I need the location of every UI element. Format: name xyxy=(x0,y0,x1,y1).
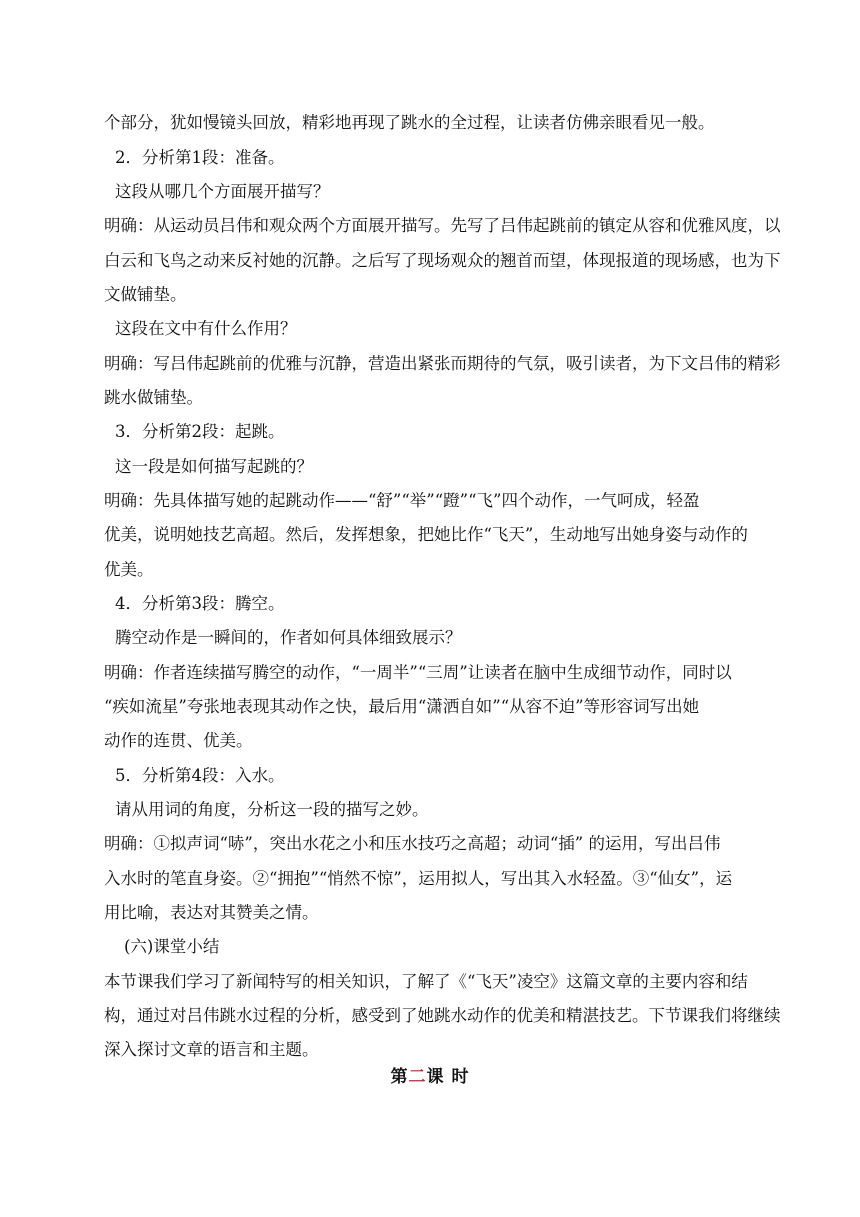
answer-line: “疾如流星”夸张地表现其动作之快，最后用“潇洒自如”“从容不迫”等形容词写出她 xyxy=(104,697,700,716)
answer-line: 明确：先具体描写她的起跳动作——“舒”“举”“蹬”“飞”四个动作，一气呵成，轻盈 xyxy=(104,491,700,510)
answer-line: 明确：作者连续描写腾空的动作，“一周半”“三周”让读者在脑中生成细节动作，同时以 xyxy=(104,663,732,682)
answer-line: 明确：①拟声词“哧”，突出水花之小和压水技巧之高超；动词“插” 的运用，写出吕伟 xyxy=(104,834,721,853)
section-heading: 4．分析第3段：腾空。 xyxy=(115,594,285,613)
answer-line: 入水时的笔直身姿。②“拥抱”“悄然不惊”，运用拟人，写出其入水轻盈。③“仙女”，运 xyxy=(104,869,733,888)
lesson-title-part: 第 xyxy=(390,1067,409,1087)
summary-line: 深入探讨文章的语言和主题。 xyxy=(104,1040,319,1059)
section-heading: 5．分析第4段：入水。 xyxy=(115,766,285,785)
answer-line: 动作的连贯、优美。 xyxy=(104,731,253,750)
question-line: 请从用词的角度，分析这一段的描写之妙。 xyxy=(115,800,429,819)
question-line: 这一段是如何描写起跳的？ xyxy=(115,457,313,476)
summary-line: 本节课我们学习了新闻特写的相关知识，了解了《“飞天”凌空》这篇文章的主要内容和结 xyxy=(104,972,748,991)
lesson-title xyxy=(0,1062,860,1087)
question-line: 这段在文中有什么作用？ xyxy=(115,319,297,338)
answer-line: 优美。 xyxy=(104,560,154,579)
answer-line: 优美，说明她技艺高超。然后，发挥想象，把她比作“飞天”，生动地写出她身姿与动作的 xyxy=(104,525,748,544)
question-line: 腾空动作是一瞬间的，作者如何具体细致展示？ xyxy=(115,628,462,647)
answer-line: 文做铺垫。 xyxy=(104,285,187,304)
section-heading: (六)课堂小结 xyxy=(124,937,220,956)
answer-line: 明确：从运动员吕伟和观众两个方面展开描写。先写了吕伟起跳前的镇定从容和优雅风度，以 xyxy=(104,216,781,235)
question-line: 这段从哪几个方面展开描写？ xyxy=(115,182,330,201)
lesson-title-part: 课 时 xyxy=(426,1067,470,1087)
lesson-title-number: 二 xyxy=(408,1067,427,1087)
answer-line: 白云和飞鸟之动来反衬她的沉静。之后写了现场观众的翘首而望，体现报道的现场感，也为下 xyxy=(104,251,781,270)
text-line: 个部分，犹如慢镜头回放，精彩地再现了跳水的全过程，让读者仿佛亲眼看见一般。 xyxy=(104,113,715,132)
answer-line: 跳水做铺垫。 xyxy=(104,388,203,407)
answer-line: 明确：写吕伟起跳前的优雅与沉静，营造出紧张而期待的气氛，吸引读者，为下文吕伟的精彩 xyxy=(104,354,781,373)
answer-line: 用比喻，表达对其赞美之情。 xyxy=(104,903,319,922)
section-heading: 2．分析第1段：准备。 xyxy=(115,148,285,167)
section-heading: 3．分析第2段：起跳。 xyxy=(115,422,285,441)
summary-line: 构，通过对吕伟跳水过程的分析，感受到了她跳水动作的优美和精湛技艺。下节课我们将继续 xyxy=(104,1006,781,1025)
